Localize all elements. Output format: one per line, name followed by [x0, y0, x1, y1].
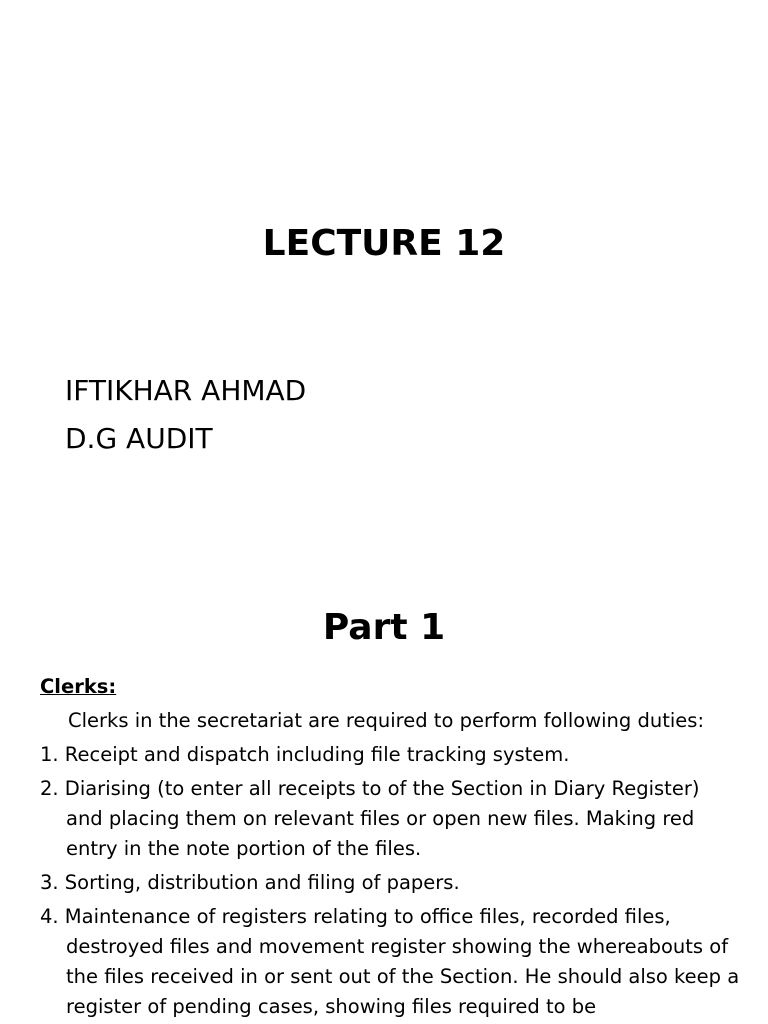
duty-item-3: 3. Sorting, distribution and filing of papers.: [40, 871, 460, 894]
author-name: IFTIKHAR AHMAD: [65, 374, 307, 407]
duty-item-1: 1. Receipt and dispatch including file tracking system.: [40, 743, 570, 766]
section-heading: Clerks:: [40, 675, 117, 698]
duty-item-2: 2. Diarising (to enter all receipts to of the Section in Diary Register) and placing them on relevant files or open new files. Making red entry in the note portion of the files.: [40, 777, 700, 860]
part-title: Part 1: [322, 607, 446, 648]
intro-text: Clerks in the secretariat are required to perform following duties:: [68, 709, 705, 732]
author-designation: D.G AUDIT: [65, 422, 213, 455]
slide-body: [40, 672, 740, 1024]
duty-item-4: 4. Maintenance of registers relating to office files, recorded files, destroyed files and movement register showing the whereabouts of the files received in or sent out of the Section. He should also keep a register of pending cases, showing files required to be: [40, 905, 740, 1018]
content-slide: [0, 576, 768, 1024]
lecture-title: LECTURE 12: [262, 223, 506, 264]
